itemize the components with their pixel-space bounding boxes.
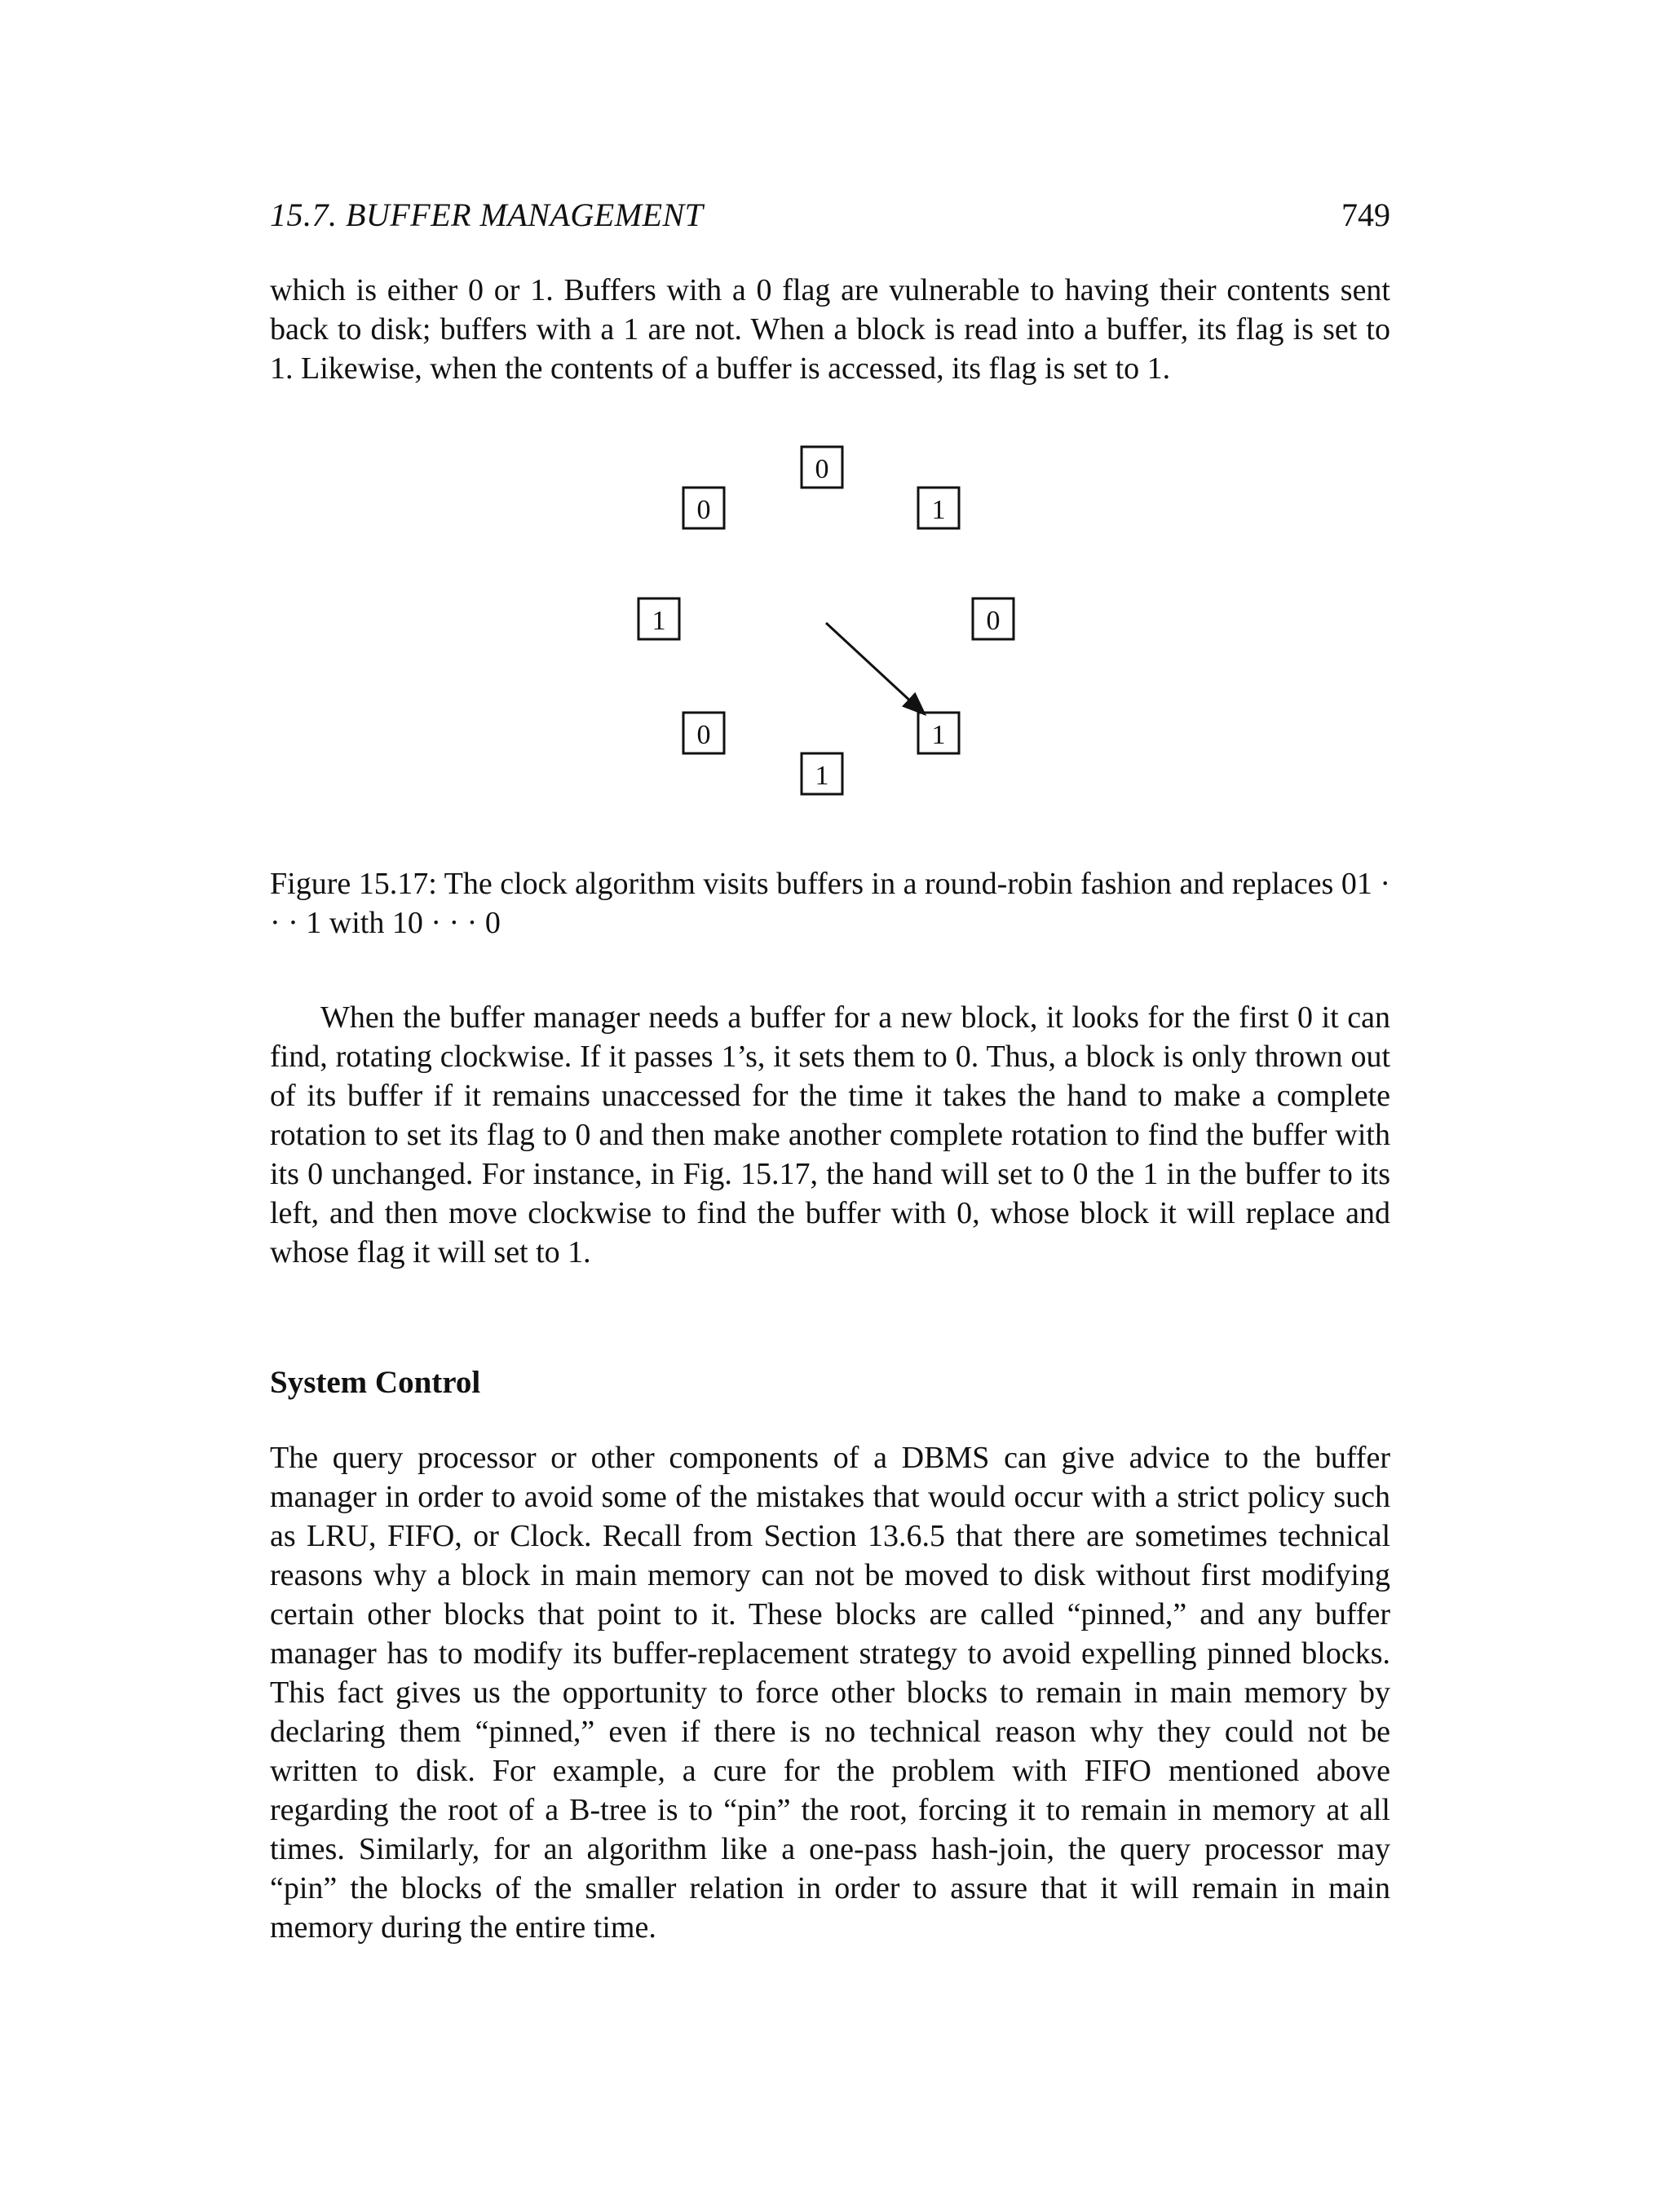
buffer-box-lower-left [683,713,724,753]
buffer-box-upper-right [918,488,959,528]
running-head [270,196,1390,235]
buffer-flag: 0 [815,454,829,484]
buffer-box-upper-left [683,488,724,528]
page-number: 749 [1341,196,1390,233]
clock-diagram [270,430,1390,845]
figure-caption: Figure 15.17: The clock algorithm visits buffers in a round-robin fashion and replaces 01 · · · 1 with 10 · · · 0 [270,867,1390,940]
clock-hand-arrow [826,623,925,714]
buffer-flag: 0 [696,720,711,750]
buffer-box-lower-right [918,713,959,753]
buffer-flag: 0 [986,606,1001,636]
buffer-box-top [802,447,842,488]
buffer-flag: 1 [931,720,946,750]
buffer-box-bottom [802,753,842,794]
paragraph-intro: which is either 0 or 1. Buffers with a 0 flag are vulnerable to having their contents sent back to disk; buffers with a 1 are not. When a block is read into a buffer, its flag is set to 1. Likewise, when the contents of a buffer is accessed, its flag is set to 1. [270,273,1390,386]
paragraph-clock: When the buffer manager needs a buffer for a new block, it looks for the first 0 it can find, rotating clockwise. If it passes 1’s, it sets them to 0. Thus, a block is only thrown out of its buffer if it remains unaccessed for the time it takes the hand to make a complete rotation to set its flag to 0 and then make another complete rotation to find the buffer with its 0 unchanged. For instance, in Fig. 15.17, the hand will set to 0 the 1 in the buffer to its left, and then move clockwise to find the buffer with 0, whose block it will replace and whose flag it will set to 1. [270,1000,1390,1269]
section-title: 15.7. BUFFER MANAGEMENT [270,196,704,233]
buffer-flag: 0 [696,495,711,525]
section-heading: System Control [270,1365,481,1400]
buffer-box-right [973,598,1014,639]
buffer-flag: 1 [815,761,829,791]
clock-figure [270,430,1390,845]
buffer-box-left [638,598,679,639]
page [270,196,1390,1947]
buffer-flag: 1 [652,606,666,636]
buffer-flag: 1 [931,495,946,525]
paragraph-system-control: The query processor or other components of a DBMS can give advice to the buffer manager in order to avoid some of the mistakes that would occur with a strict policy such as LRU, FIFO, or Clock. Recall from Section 13.6.5 that there are sometimes technical reasons why a block in main memory can not be moved to disk without first modifying certain other blocks that point to it. These blocks are called “pinned,” and any buffer manager has to modify its buffer-replacement strategy to avoid expelling pinned blocks. This fact gives us the opportunity to force other blocks to remain in main memory by declaring them “pinned,” even if there is no technical reason why they could not be written to disk. For example, a cure for the problem with FIFO mentioned above regarding the root of a B-tree is to “pin” the root, forcing it to remain in memory at all times. Similarly, for an algorithm like a one-pass hash-join, the query processor may “pin” the blocks of the smaller relation in order to assure that it will remain in main memory during the entire time. [270,1441,1390,1945]
